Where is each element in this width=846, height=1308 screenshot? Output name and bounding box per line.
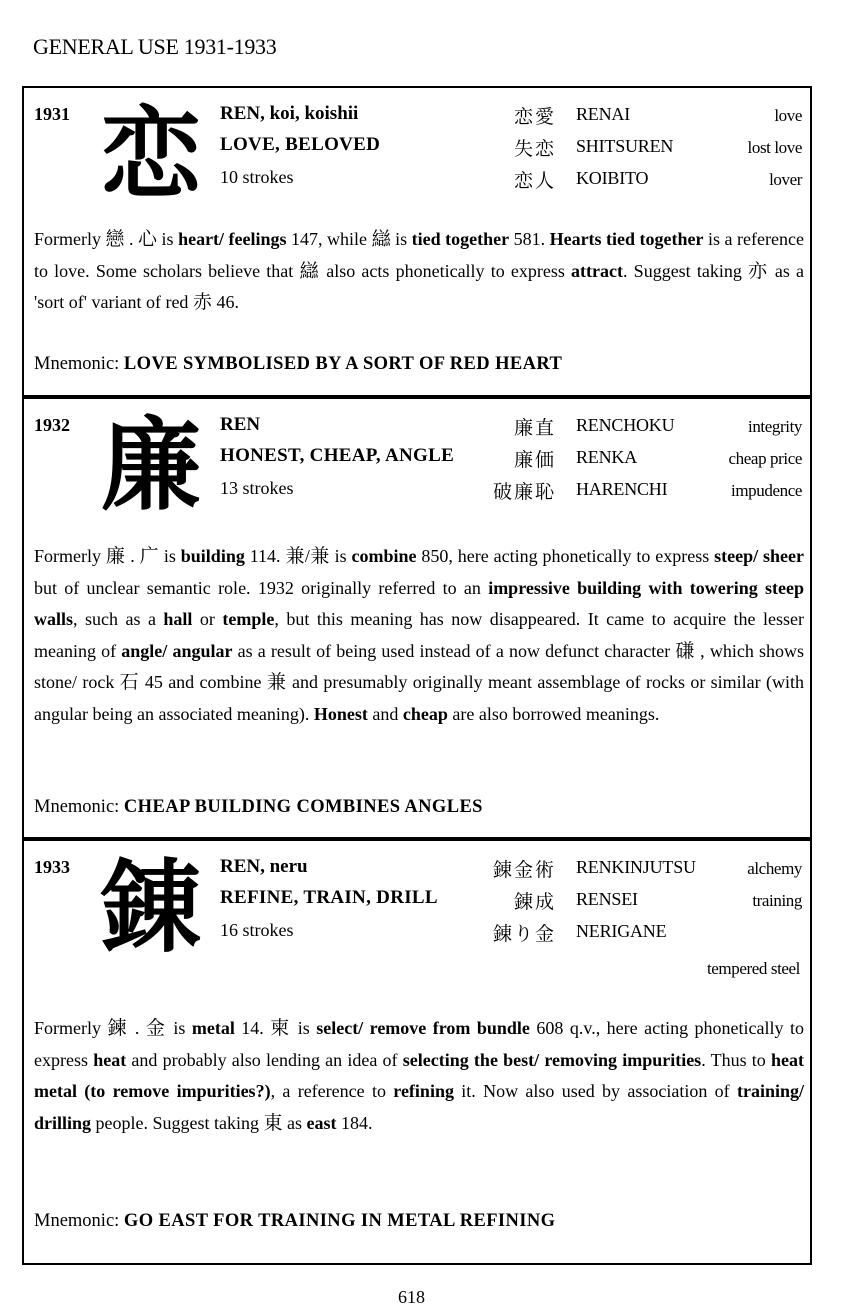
text-run: or — [192, 609, 223, 629]
text-run: / — [304, 546, 310, 566]
compound-kanji: 錬成 — [513, 891, 556, 913]
compound-meaning-wrapped: tempered steel — [706, 959, 800, 978]
mnemonic — [34, 797, 483, 818]
text-run: Mnemonic: — [34, 797, 124, 817]
entry-number: 1932 — [34, 415, 70, 435]
compound-romaji: HARENCHI — [576, 479, 668, 499]
compound-kanji: 錬り金 — [492, 923, 556, 945]
entry-explanation — [34, 1013, 804, 1139]
compound-kanji: 廉価 — [513, 449, 556, 471]
compound-romaji: RENKINJUTSU — [576, 857, 696, 877]
compound-meaning: lost love — [747, 138, 802, 157]
compound-row — [484, 411, 802, 443]
text-run: selecting the best/ removing impurities — [402, 1049, 702, 1070]
text-run: GO EAST FOR TRAINING IN METAL REFINING — [123, 1211, 556, 1231]
compound-romaji: RENCHOKU — [576, 415, 675, 435]
compound-row — [484, 917, 802, 949]
compound-list — [484, 411, 802, 507]
compound-row — [484, 885, 802, 917]
text-run: 850, here acting phonetically to express — [416, 546, 715, 566]
text-run: hall — [163, 609, 193, 629]
readings-text: REN, koi, koishii — [220, 103, 359, 124]
text-run: 184. — [336, 1112, 373, 1133]
text-run: , but this meaning has now disappeared. It came to acquire the lesser meaning of — [34, 609, 805, 661]
compound-kanji: 恋人 — [513, 170, 556, 192]
entry-explanation — [34, 541, 804, 730]
kanji-entry-1933 — [22, 839, 812, 1265]
text-run: . — [124, 229, 139, 249]
kanji-character: 錬 — [101, 849, 201, 966]
text-run: 14. — [234, 1018, 271, 1038]
page-title: GENERAL USE 1931-1933 — [33, 34, 277, 59]
text-run: . Thus to — [701, 1049, 771, 1070]
text-run: temple — [222, 609, 275, 629]
text-run: as a 'sort of' variant of red — [34, 260, 805, 312]
compound-meaning: cheap price — [728, 449, 802, 468]
text-run: 114. — [244, 546, 286, 566]
text-run: Mnemonic: — [34, 1211, 124, 1231]
text-run: but of unclear semantic role. 1932 originally referred to an — [34, 577, 489, 598]
text-run: 608 q.v., here acting phonetically to express — [34, 1018, 805, 1070]
text-run: select/ remove from bundle — [316, 1018, 530, 1038]
kanji-readings: REN, neru — [220, 856, 308, 877]
inline-kanji: 心 — [138, 228, 158, 250]
text-run: as — [282, 1112, 307, 1133]
kanji-entry-1932 — [22, 397, 812, 839]
text-run: and presumably originally meant assemblage of rocks or similar (with angular being an associated meaning). — [34, 672, 804, 724]
text-run: 581. — [509, 229, 550, 249]
kanji-readings: REN — [220, 414, 261, 435]
compound-list — [484, 100, 802, 196]
kanji-meanings: REFINE, TRAIN, DRILL — [220, 887, 438, 908]
text-run: angle/ angular — [121, 640, 233, 661]
kanji-meanings: LOVE, BELOVED — [220, 134, 381, 155]
text-run: as a result of being used instead of a now defunct character — [232, 640, 676, 661]
mnemonic — [34, 354, 562, 375]
compound-kanji: 恋愛 — [513, 106, 556, 128]
text-run: heat — [93, 1049, 127, 1070]
kanji-meanings: HONEST, CHEAP, ANGLE — [220, 445, 455, 466]
inline-kanji: 䜌 — [371, 228, 391, 250]
inline-kanji: 兼 — [266, 671, 287, 693]
mnemonic — [34, 1211, 555, 1232]
compound-meaning: training — [752, 891, 802, 910]
text-run: is — [158, 546, 181, 566]
text-run: 46. — [211, 292, 239, 312]
text-run: are also borrowed meanings. — [447, 703, 660, 724]
text-run: training/ drilling — [34, 1081, 805, 1133]
kanji-readings — [220, 102, 358, 126]
text-run: Hearts tied together — [549, 229, 704, 249]
inline-kanji: 金 — [145, 1017, 167, 1039]
compound-row — [484, 132, 802, 164]
compound-romaji: SHITSUREN — [576, 136, 674, 156]
text-run: is — [291, 1018, 317, 1038]
text-run: is — [329, 546, 352, 566]
compound-meaning: love — [774, 106, 802, 125]
text-run: . — [128, 1018, 146, 1038]
compound-row — [484, 443, 802, 475]
text-run: 147, while — [286, 229, 372, 249]
compound-row — [484, 100, 802, 132]
compound-row — [484, 475, 802, 507]
text-run: also acts phonetically to express — [320, 260, 572, 281]
compound-kanji: 錬金術 — [492, 859, 556, 881]
entry-number: 1933 — [34, 857, 70, 877]
compound-meaning: lover — [769, 170, 802, 189]
compound-romaji: RENKA — [576, 447, 637, 467]
text-run: cheap — [402, 703, 448, 724]
text-run: , a reference to — [270, 1081, 394, 1101]
text-run: attract — [571, 260, 624, 281]
entry-number: 1931 — [34, 104, 70, 124]
text-run: east — [306, 1112, 337, 1133]
text-run: Mnemonic: — [34, 354, 124, 374]
text-run: heat metal (to remove impurities?) — [34, 1049, 804, 1101]
text-run: heart/ feelings — [178, 229, 287, 249]
compound-kanji: 廉直 — [513, 417, 556, 439]
text-run: is — [390, 229, 412, 249]
inline-kanji: 石 — [119, 671, 140, 693]
text-run: CHEAP BUILDING COMBINES ANGLES — [123, 797, 483, 817]
inline-kanji: 广 — [139, 545, 159, 567]
inline-kanji: 戀 — [105, 228, 125, 250]
inline-kanji: 東 — [263, 1111, 283, 1134]
inline-kanji: 柬 — [270, 1017, 292, 1039]
compound-row — [484, 853, 802, 885]
text-run: LOVE SYMBOLISED BY A SORT OF RED HEART — [123, 354, 563, 374]
text-run: , such as a — [73, 609, 164, 629]
text-run: combine — [351, 546, 417, 566]
text-run: . Suggest taking — [623, 260, 749, 281]
text-run: 45 and combine — [139, 672, 267, 692]
compound-kanji: 破廉恥 — [492, 481, 556, 503]
kanji-entry-1931 — [22, 86, 812, 397]
compound-romaji: NERIGANE — [576, 921, 667, 941]
page-number: 618 — [398, 1287, 425, 1307]
stroke-count: 10 strokes — [220, 167, 294, 187]
text-run: it. Now also used by association of — [453, 1081, 737, 1101]
text-run: people. Suggest taking — [91, 1112, 264, 1133]
text-run: Honest — [313, 703, 368, 724]
inline-kanji: 亦 — [748, 259, 769, 282]
compound-romaji: RENSEI — [576, 889, 638, 909]
inline-kanji: 赤 — [192, 291, 212, 313]
inline-kanji: 磏 — [675, 639, 696, 662]
stroke-count: 16 strokes — [220, 920, 294, 940]
compound-kanji: 失恋 — [513, 138, 556, 160]
compound-meaning: alchemy — [747, 859, 802, 878]
text-run: Formerly — [34, 1018, 108, 1038]
compound-romaji: RENAI — [576, 104, 630, 124]
compound-meaning: integrity — [748, 417, 802, 436]
compound-meaning: impudence — [731, 481, 802, 500]
text-run: is — [157, 229, 179, 249]
inline-kanji: 兼 — [285, 545, 305, 567]
kanji-character: 恋 — [101, 96, 201, 213]
text-run: refining — [393, 1081, 454, 1101]
text-run: . — [125, 546, 140, 566]
text-run: and probably also lending an idea of — [126, 1049, 403, 1070]
text-run: is a reference to love. Some scholars believe that — [34, 229, 804, 281]
compound-row — [484, 164, 802, 196]
inline-kanji: 廉 — [105, 545, 126, 567]
text-run: steep/ sheer — [714, 546, 804, 566]
text-run: impressive building with towering steep walls — [34, 577, 805, 629]
text-run: , which shows stone/ rock — [34, 640, 804, 692]
text-run: building — [180, 546, 245, 566]
stroke-count: 13 strokes — [220, 478, 294, 498]
compound-list — [484, 853, 802, 949]
text-run: tied together — [411, 229, 510, 249]
entry-explanation — [34, 224, 804, 319]
kanji-character: 廉 — [101, 407, 201, 524]
inline-kanji: 兼 — [309, 545, 330, 567]
inline-kanji: 鍊 — [107, 1017, 129, 1039]
text-run: metal — [191, 1018, 235, 1038]
text-run: is — [166, 1018, 192, 1038]
text-run: Formerly — [34, 546, 106, 566]
inline-kanji: 䜌 — [299, 259, 321, 282]
compound-romaji: KOIBITO — [576, 168, 649, 188]
text-run: Formerly — [34, 229, 106, 249]
text-run: and — [367, 703, 403, 724]
